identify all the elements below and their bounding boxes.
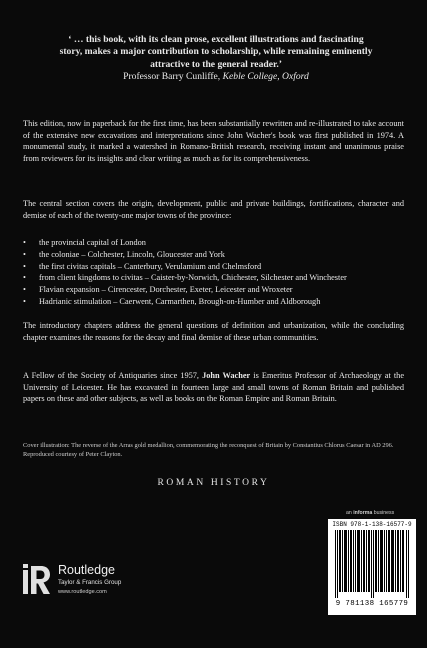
list-item: • the first civitas capitals – Canterbury, Verulamium and Chelmsford — [23, 261, 404, 273]
imprint-suffix: business — [372, 510, 395, 516]
publisher-url[interactable]: www.routledge.com — [58, 589, 107, 595]
quote-text: ‘ … this book, with its clean prose, excellent illustrations and fascinating story, makes a major contribution to scholarship, while remaining eminently attractive to the general reader.’ — [59, 34, 373, 70]
list-item: • the coloniae – Colchester, Lincoln, Gloucester and York — [23, 249, 404, 261]
list-item: • Hadrianic stimulation – Caerwent, Carmarthen, Brough-on-Humber and Aldborough — [23, 296, 404, 308]
quote-attribution-name: Professor Barry Cunliffe, — [123, 71, 223, 83]
author-paragraph — [23, 370, 404, 405]
list-item: • Flavian expansion – Cirencester, Dorchester, Exeter, Leicester and Wroxeter — [23, 284, 404, 296]
author-intro: A Fellow of the Society of Antiquaries since 1957, — [23, 371, 203, 380]
towns-list — [23, 237, 404, 308]
isbn-label: ISBN 978-1-138-16577-9 — [332, 521, 412, 528]
routledge-logo-icon — [22, 561, 52, 597]
introductory-paragraph: The introductory chapters address the general questions of definition and urbanization, while the concluding chapter examines the reasons for the decay and final demise of these urban communities. — [23, 321, 404, 342]
list-item: • from client kingdoms to civitas – Caister-by-Norwich, Chichester, Silchester and Winchester — [23, 272, 404, 284]
barcode-panel — [328, 519, 416, 615]
barcode-number: 9 781138 165779 — [335, 600, 409, 608]
publisher-logo — [22, 561, 172, 611]
list-item: • the provincial capital of London — [23, 237, 404, 249]
edition-paragraph: This edition, now in paperback for the first time, has been substantially rewritten and re-illustrated to take account of the extensive new excavations and interpretations since John Wacher's book was first published in 1974. A monumental study, it marked a watershed in Romano-British research, receiving instant and unanimous praise from reviewers for its insights and clear writing as much as for its comprehensiveness. — [23, 119, 404, 163]
series-title: ROMAN HISTORY — [157, 478, 270, 488]
central-section-paragraph: The central section covers the origin, development, public and private buildings, fortifications, character and demise of each of the twenty-one major towns of the province: — [23, 199, 404, 220]
imprint-label — [346, 510, 394, 516]
barcode-icon — [335, 530, 409, 598]
author-bio: is Emeritus Professor of Archaeology at the University of Leicester. He has excavated in fourteen large and small towns of Roman Britain and published papers on these and other subjects, as well as books on the Roman Empire and Roman Britain. — [23, 371, 404, 404]
cover-illustration-credit: Cover illustration: The reverse of the Arras gold medallion, commemorating the reconquest of Britain by Constantius Chlorus Caesar in AD 296. Reproduced courtesy of Peter Clayton. — [23, 442, 394, 458]
author-name: John Wacher — [202, 371, 251, 380]
imprint-brand: informa — [353, 510, 373, 516]
quote-attribution-affiliation: Keble College, Oxford — [222, 71, 309, 83]
publisher-name: Routledge — [58, 563, 115, 577]
publisher-group: Taylor & Francis Group — [58, 579, 122, 586]
imprint-prefix: an — [346, 510, 354, 516]
review-quote — [56, 34, 376, 84]
quote-attribution — [56, 71, 376, 83]
